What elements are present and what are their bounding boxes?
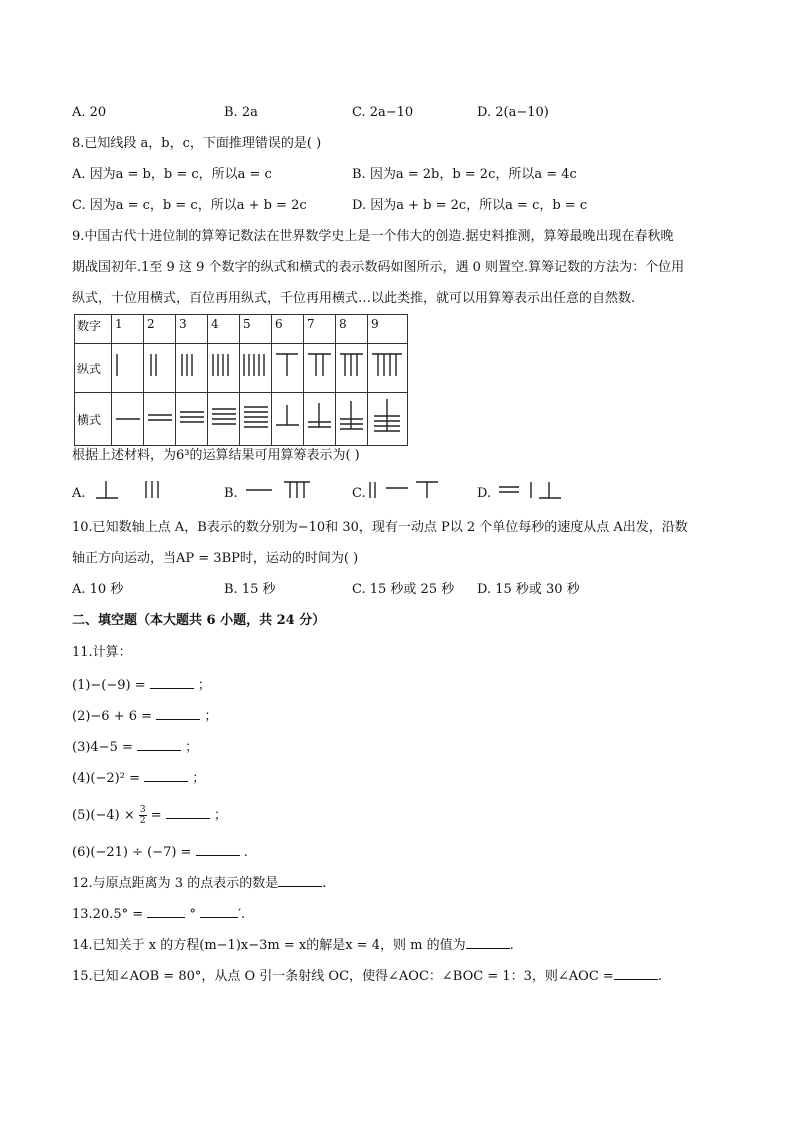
q11-item-1-end: ； xyxy=(197,678,211,693)
q11-item-2 xyxy=(72,707,217,726)
q10-option-a: A. 10 秒 xyxy=(72,582,124,597)
answer-blank[interactable] xyxy=(614,967,658,980)
horizontal-rod-4 xyxy=(208,393,239,441)
q10-option-d: D. 15 秒或 30 秒 xyxy=(477,582,580,597)
q8-option-a: A. 因为a = b，b = c，所以a = c xyxy=(72,167,272,182)
table-header-digit: 数字 xyxy=(75,315,112,344)
vertical-rod-5 xyxy=(240,344,271,388)
horizontal-rod-1 xyxy=(112,393,143,441)
q15-text: 15.已知∠AOB = 80°，从点 O 引一条射线 OC，使得∠AOC：∠BOC = 1：3，则∠AOC = xyxy=(72,969,614,984)
vertical-rod-7 xyxy=(304,344,335,388)
q9-line-3: 纵式，十位用横式，百位再用纵式，千位再用横式…以此类推，就可以用算筹表示出任意的自然数. xyxy=(72,291,636,306)
answer-blank[interactable] xyxy=(196,843,240,856)
q15-end: . xyxy=(657,969,662,984)
q9-option-d-rods xyxy=(497,478,577,502)
q10-option-b: B. 15 秒 xyxy=(224,582,276,597)
q11-item-1 xyxy=(72,676,211,695)
vertical-rod-6 xyxy=(272,344,303,388)
q11-item-3-expr: (3)4−5 = xyxy=(72,740,133,755)
digit-1: 1 xyxy=(115,317,123,331)
vertical-rod-3 xyxy=(176,344,207,388)
fraction-numerator: 3 xyxy=(139,805,146,815)
q11-stem: 11.计算： xyxy=(72,645,132,660)
q11-item-5 xyxy=(72,805,227,827)
answer-blank[interactable] xyxy=(166,806,210,819)
q9-option-a-letter: A. xyxy=(72,486,86,501)
vertical-rod-4 xyxy=(208,344,239,388)
q9-option-c-rods xyxy=(368,478,448,502)
q14-text: 14.已知关于 x 的方程(m−1)x−3m = x的解是x = 4，则 m 的值为 xyxy=(72,938,466,953)
q15 xyxy=(72,967,662,986)
q13-degree-sign: ° xyxy=(189,907,196,922)
q9-line-2: 期战国初年.1至 9 这 9 个数字的纵式和横式的表示数码如图所示，遇 0 则置空.算筹记数的方法为：个位用 xyxy=(72,260,685,275)
digit-6: 6 xyxy=(275,317,283,331)
digit-5: 5 xyxy=(243,317,251,331)
q10-options xyxy=(72,581,732,599)
q11-item-2-end: ； xyxy=(204,709,218,724)
horizontal-rod-2 xyxy=(144,393,175,441)
q13 xyxy=(72,905,245,924)
answer-blank[interactable] xyxy=(150,676,194,689)
vertical-rod-1 xyxy=(112,344,143,388)
counting-rods-table xyxy=(74,314,408,446)
digit-4: 4 xyxy=(211,317,219,331)
q7-options xyxy=(72,104,732,122)
q8-options-row2 xyxy=(72,197,732,215)
q7-option-a: A. 20 xyxy=(72,105,107,120)
horizontal-rod-8 xyxy=(336,393,367,441)
q9-options xyxy=(72,482,732,506)
q9-option-c-letter: C. xyxy=(352,486,366,501)
q13-text: 13.20.5° = xyxy=(72,907,144,922)
horizontal-rod-5 xyxy=(240,393,271,441)
q11-item-1-expr: (1)−(−9) = xyxy=(72,678,146,693)
digit-8: 8 xyxy=(339,317,347,331)
q8-option-c: C. 因为a = c，b = c，所以a + b = 2c xyxy=(72,198,307,213)
fraction xyxy=(139,805,147,826)
q9-option-d-letter: D. xyxy=(477,486,492,501)
q11-item-4-expr: (4)(−2)² = xyxy=(72,771,140,786)
answer-blank[interactable] xyxy=(137,738,181,751)
fraction-denominator: 2 xyxy=(139,816,146,826)
answer-blank-minutes[interactable] xyxy=(200,905,238,918)
vertical-rod-9 xyxy=(368,344,407,388)
q8-options-row1 xyxy=(72,166,732,184)
q9-line-1: 9.中国古代十进位制的算筹记数法在世界数学史上是一个伟大的创造.据史料推测，算筹最晚出现在春秋晚 xyxy=(72,229,674,244)
q9-option-b-letter: B. xyxy=(224,486,238,501)
answer-blank[interactable] xyxy=(144,769,188,782)
q9-option-a-rods xyxy=(92,478,172,502)
q10-line-1: 10.已知数轴上点 A，B表示的数分别为−10和 30，现有一动点 P以 2 个单位每秒的速度从点 A出发，沿数 xyxy=(72,520,688,535)
q8-stem: 8.已知线段 a，b，c，下面推理错误的是( ) xyxy=(72,136,322,151)
q11-item-5-expr-pre: (5)(−4) × xyxy=(72,808,135,823)
q11-item-3 xyxy=(72,738,198,757)
digit-7: 7 xyxy=(307,317,315,331)
row-label-horizontal: 横式 xyxy=(75,393,112,446)
horizontal-rod-7 xyxy=(304,393,335,441)
q8-option-b: B. 因为a = 2b，b = 2c，所以a = 4c xyxy=(352,167,577,182)
q10-option-c: C. 15 秒或 25 秒 xyxy=(352,582,455,597)
q12-text: 12.与原点距离为 3 的点表示的数是 xyxy=(72,876,279,891)
vertical-rod-8 xyxy=(336,344,367,388)
q8-option-d: D. 因为a + b = 2c，所以a = c，b = c xyxy=(352,198,588,213)
horizontal-rod-9 xyxy=(368,393,407,441)
digit-3: 3 xyxy=(179,317,187,331)
q14 xyxy=(72,936,514,955)
q9-option-b-rods xyxy=(244,478,324,502)
q11-item-2-expr: (2)−6 + 6 = xyxy=(72,709,153,724)
q14-end: . xyxy=(509,938,514,953)
q13-end: ′. xyxy=(238,907,246,922)
answer-blank[interactable] xyxy=(466,936,510,949)
q12-end: . xyxy=(322,876,327,891)
vertical-rod-2 xyxy=(144,344,175,388)
q10-line-2: 轴正方向运动，当AP = 3BP时，运动的时间为( ) xyxy=(72,551,359,566)
q11-item-4 xyxy=(72,769,205,788)
digit-2: 2 xyxy=(147,317,155,331)
answer-blank[interactable] xyxy=(278,874,322,887)
q11-item-6-end: . xyxy=(243,845,248,860)
q11-item-5-end: ； xyxy=(213,808,227,823)
digit-9: 9 xyxy=(371,317,379,331)
section-2-heading: 二、填空题（本大题共 6 小题，共 24 分） xyxy=(72,613,326,628)
q7-option-c: C. 2a−10 xyxy=(352,105,414,120)
answer-blank-degrees[interactable] xyxy=(147,905,185,918)
q12 xyxy=(72,874,326,893)
q7-option-d: D. 2(a−10) xyxy=(477,105,549,120)
q11-item-5-expr-post: = xyxy=(150,808,162,823)
q11-item-6-expr: (6)(−21) ÷ (−7) = xyxy=(72,845,192,860)
horizontal-rod-3 xyxy=(176,393,207,441)
q11-item-4-end: ； xyxy=(192,771,206,786)
answer-blank[interactable] xyxy=(156,707,200,720)
q11-item-3-end: ； xyxy=(185,740,199,755)
horizontal-rod-6 xyxy=(272,393,303,441)
q9-question: 根据上述材料，为6³的运算结果可用算筹表示为( ) xyxy=(72,448,360,463)
q7-option-b: B. 2a xyxy=(224,105,258,120)
q11-item-6 xyxy=(72,843,248,862)
row-label-vertical: 纵式 xyxy=(75,344,112,393)
